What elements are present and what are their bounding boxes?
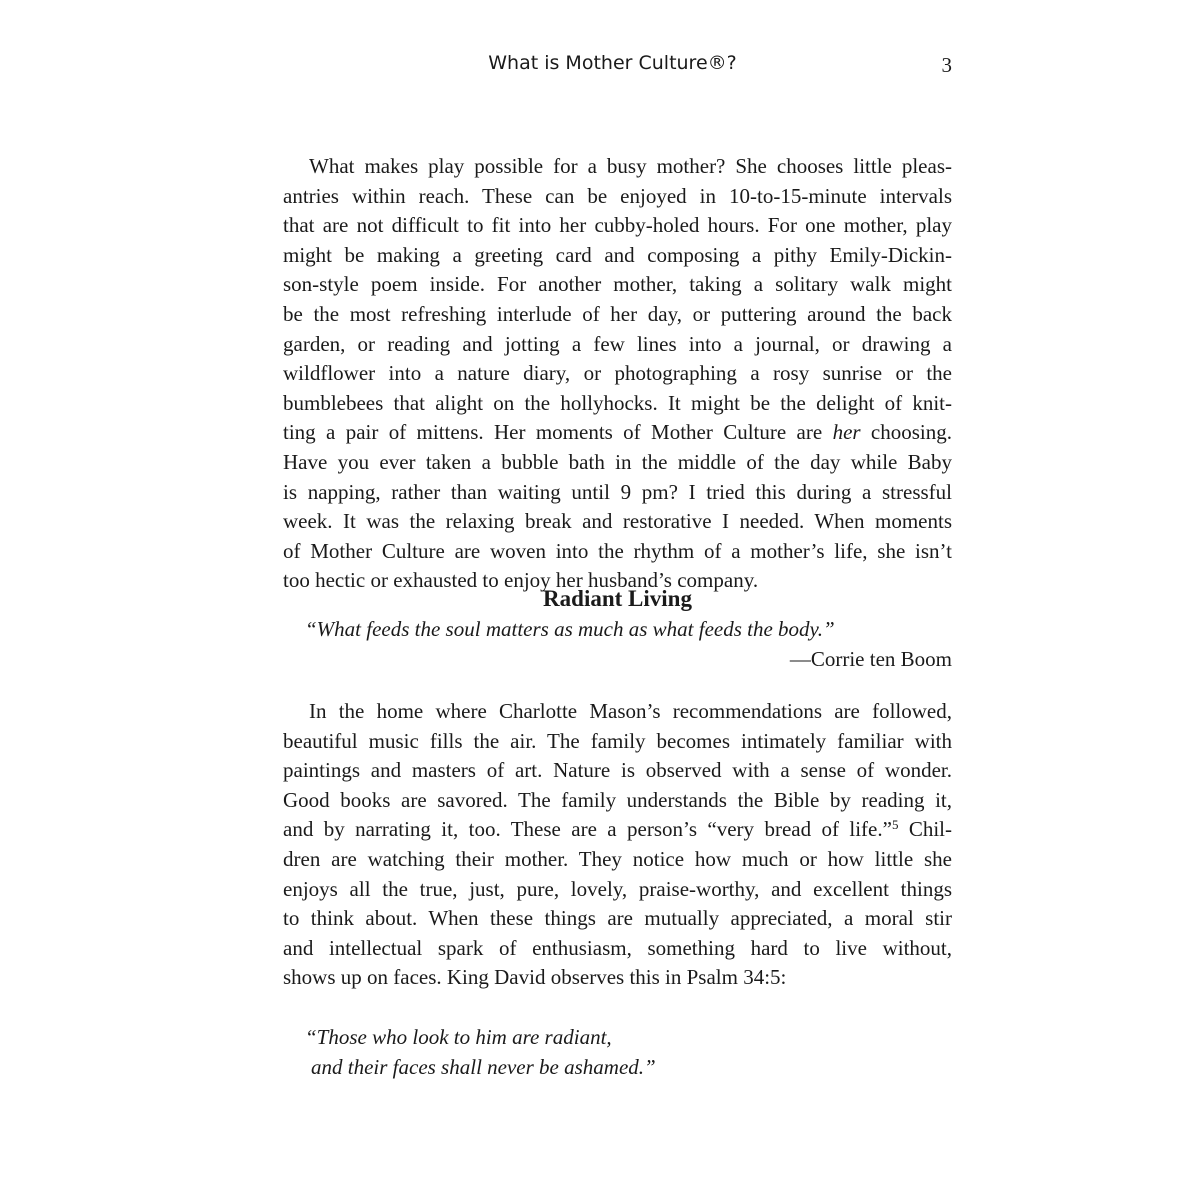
text-line: son-style poem inside. For another mother, taking a solitary walk might <box>283 272 952 297</box>
text-line: that are not difficult to fit into her cubby-holed hours. For one mother, play <box>283 213 952 238</box>
block-quote-line: “Those who look to him are radiant, <box>305 1025 612 1049</box>
text-line: garden, or reading and jotting a few lines into a journal, or drawing a <box>283 331 952 356</box>
text-line: to think about. When these things are mutually appreciated, a moral stir <box>283 906 952 931</box>
section-heading: Radiant Living <box>543 586 692 611</box>
text-segment: and by narrating it, too. These are a person’s “very bread of life.” <box>283 817 892 842</box>
page-number: 3 <box>941 53 952 77</box>
text-line: Have you ever taken a bubble bath in the middle of the day while Baby <box>283 449 952 474</box>
text-line: wildflower into a nature diary, or photographing a rosy sunrise or the <box>283 361 952 386</box>
text-segment: Chil- <box>898 817 953 842</box>
paragraph-2 <box>283 697 952 993</box>
footnote-ref: 5 <box>891 817 899 833</box>
text-line: bumblebees that alight on the hollyhocks. It might be the delight of knit- <box>283 390 952 415</box>
text-segment: her <box>832 420 861 445</box>
text-line: antries within reach. These can be enjoyed in 10-to-15-minute intervals <box>283 183 952 208</box>
text-segment: ting a pair of mittens. Her moments of Mother Culture are <box>283 420 833 445</box>
text-line: Good books are savored. The family understands the Bible by reading it, <box>283 787 952 812</box>
running-header <box>283 52 952 82</box>
epigraph-attribution: —Corrie ten Boom <box>789 647 952 671</box>
block-quote <box>305 1023 656 1082</box>
running-title: What is Mother Culture®? <box>488 52 737 74</box>
paragraph-1 <box>283 152 952 596</box>
text-segment: choosing. <box>860 420 952 445</box>
text-line: shows up on faces. King David observes this in Psalm 34:5: <box>283 965 787 990</box>
text-line: enjoys all the true, just, pure, lovely, praise-worthy, and excellent things <box>283 876 952 901</box>
text-line: dren are watching their mother. They notice how much or how little she <box>283 846 952 871</box>
block-quote-line: and their faces shall never be ashamed.” <box>311 1054 656 1079</box>
text-line: might be making a greeting card and composing a pithy Emily-Dickin- <box>283 242 952 267</box>
text-line: and intellectual spark of enthusiasm, something hard to live without, <box>283 935 952 960</box>
epigraph-quote: “What feeds the soul matters as much as what feeds the body.” <box>305 617 835 641</box>
text-line: too hectic or exhausted to enjoy her husband’s company. <box>283 568 759 593</box>
text-line: week. It was the relaxing break and restorative I needed. When moments <box>283 509 952 534</box>
text-line <box>283 815 952 845</box>
text-line: paintings and masters of art. Nature is observed with a sense of wonder. <box>283 758 952 783</box>
text-line: What makes play possible for a busy mother? She chooses little pleas- <box>309 154 952 178</box>
text-line: of Mother Culture are woven into the rhythm of a mother’s life, she isn’t <box>283 538 952 563</box>
text-line: In the home where Charlotte Mason’s recommendations are followed, <box>309 699 952 723</box>
text-line: beautiful music fills the air. The family becomes intimately familiar with <box>283 728 952 753</box>
text-line: be the most refreshing interlude of her day, or puttering around the back <box>283 301 952 326</box>
text-line: is napping, rather than waiting until 9 pm? I tried this during a stressful <box>283 479 952 504</box>
text-line <box>283 418 952 448</box>
